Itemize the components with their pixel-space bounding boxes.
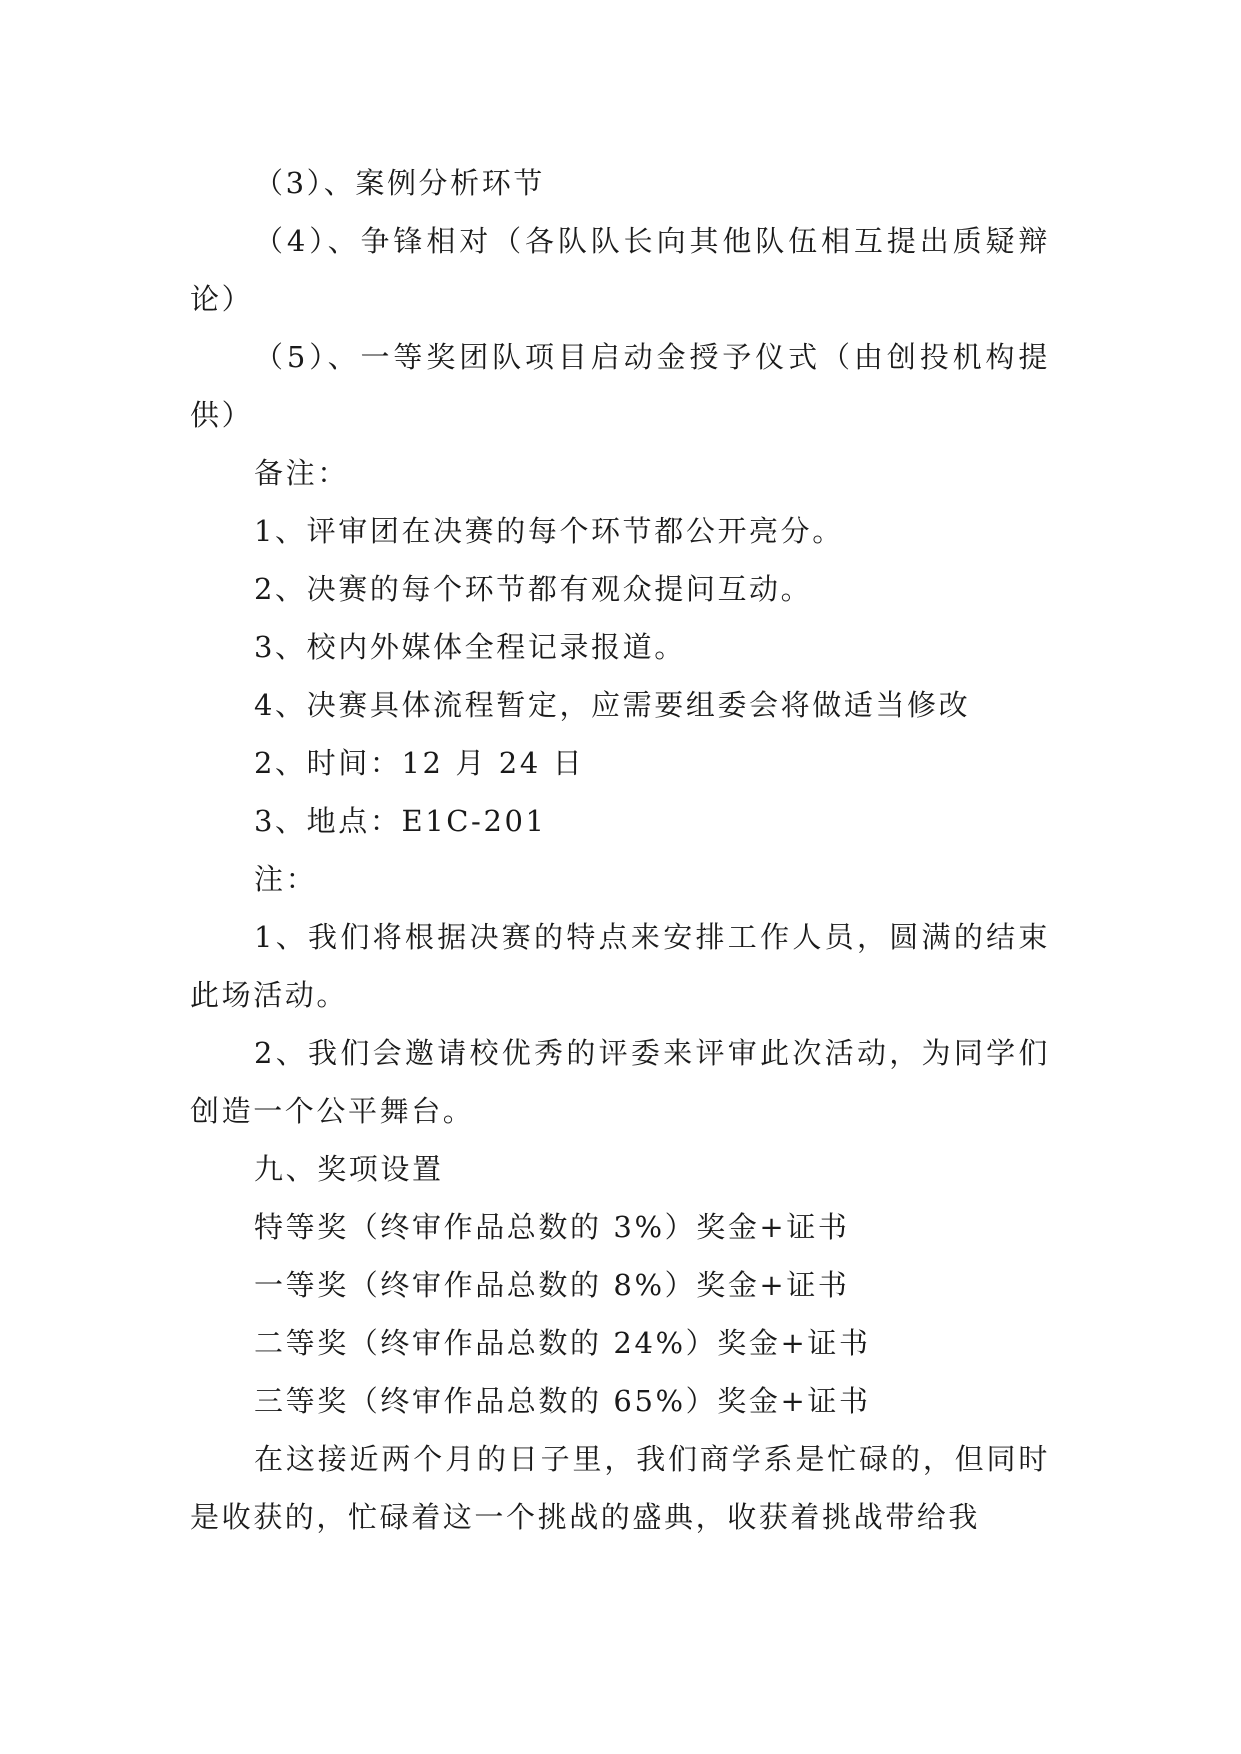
paragraph-award-ceremony: （5）、一等奖团队项目启动金授予仪式（由创投机构提供） bbox=[190, 340, 1050, 432]
award-second: 二等奖（终审作品总数的 24%）奖金+证书 bbox=[254, 1326, 871, 1360]
award-first: 一等奖（终审作品总数的 8%）奖金+证书 bbox=[254, 1268, 850, 1302]
note-item-2: 2、我们会邀请校优秀的评委来评审此次活动，为同学们创造一个公平舞台。 bbox=[190, 1036, 1050, 1128]
heading-remarks: 备注： bbox=[254, 456, 349, 490]
document-page bbox=[190, 154, 1050, 1546]
remark-item-2: 2、决赛的每个环节都有观众提问互动。 bbox=[254, 572, 813, 606]
heading-note: 注： bbox=[254, 862, 318, 896]
remark-item-1: 1、评审团在决赛的每个环节都公开亮分。 bbox=[254, 514, 844, 548]
paragraph-summary: 在这接近两个月的日子里，我们商学系是忙碌的，但同时是收获的，忙碌着这一个挑战的盛典，收获着挑战带给我 bbox=[190, 1442, 1050, 1534]
award-special: 特等奖（终审作品总数的 3%）奖金+证书 bbox=[254, 1210, 850, 1244]
award-third: 三等奖（终审作品总数的 65%）奖金+证书 bbox=[254, 1384, 871, 1418]
remark-item-4: 4、决赛具体流程暂定，应需要组委会将做适当修改 bbox=[254, 688, 971, 722]
paragraph-debate: （4）、争锋相对（各队队长向其他队伍相互提出质疑辩论） bbox=[190, 224, 1050, 316]
section-heading-awards: 九、奖项设置 bbox=[254, 1152, 444, 1186]
note-item-1: 1、我们将根据决赛的特点来安排工作人员，圆满的结束此场活动。 bbox=[190, 920, 1050, 1012]
remark-item-3: 3、校内外媒体全程记录报道。 bbox=[254, 630, 686, 664]
event-time: 2、时间：12 月 24 日 bbox=[254, 746, 585, 780]
paragraph-case-analysis: （3）、案例分析环节 bbox=[254, 166, 545, 200]
event-location: 3、地点：E1C-201 bbox=[254, 804, 547, 838]
